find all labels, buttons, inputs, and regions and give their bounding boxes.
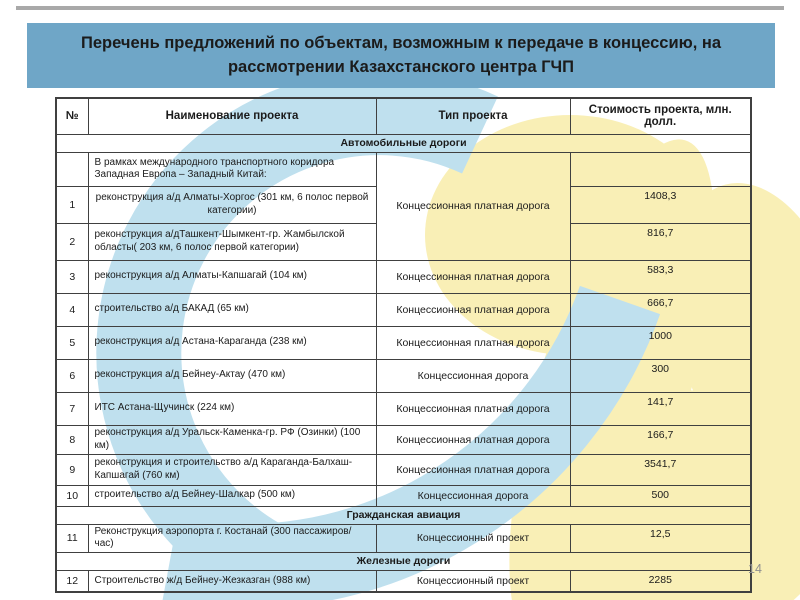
project-name: Строительство ж/д Бейнеу-Жезказган (988 км) (88, 570, 376, 592)
project-cost: 500 (570, 485, 751, 506)
project-type: Концессионная платная дорога (376, 392, 570, 425)
col-header-name: Наименование проекта (88, 98, 376, 134)
project-cost: 666,7 (570, 293, 751, 326)
row-number: 8 (56, 425, 88, 454)
row-number: 12 (56, 570, 88, 592)
project-name: реконструкция а/д Уральск-Каменка-гр. РФ (Озинки) (100 км) (88, 425, 376, 454)
project-name: реконструкция а/д Алматы-Хоргос (301 км, 6 полос первой категории) (88, 186, 376, 223)
project-type: Концессионный проект (376, 570, 570, 592)
project-cost: 816,7 (570, 223, 751, 260)
project-type: Концессионная дорога (376, 485, 570, 506)
table-row (56, 570, 751, 592)
table-row (56, 260, 751, 293)
section-row (56, 134, 751, 152)
table-row (56, 454, 751, 485)
table-row (56, 326, 751, 359)
project-cost: 166,7 (570, 425, 751, 454)
project-type: Концессионная платная дорога (376, 293, 570, 326)
row-number: 4 (56, 293, 88, 326)
project-type: Концессионный проект (376, 524, 570, 552)
project-cost (570, 152, 751, 186)
table-row (56, 359, 751, 392)
project-cost: 1408,3 (570, 186, 751, 223)
project-name: строительство а/д Бейнеу-Шалкар (500 км) (88, 485, 376, 506)
project-type: Концессионная дорога (376, 359, 570, 392)
col-header-cost: Стоимость проекта, млн. долл. (570, 98, 751, 134)
project-cost: 583,3 (570, 260, 751, 293)
project-cost: 1000 (570, 326, 751, 359)
section-row (56, 552, 751, 570)
project-cost: 300 (570, 359, 751, 392)
table-row (56, 485, 751, 506)
row-number: 3 (56, 260, 88, 293)
table-row (56, 152, 751, 186)
project-cost: 141,7 (570, 392, 751, 425)
page-number: 14 (748, 562, 762, 576)
project-cost: 12,5 (570, 524, 751, 552)
table-row (56, 392, 751, 425)
slide-title: Перечень предложений по объектам, возможным к передаче в концессию, на рассмотрении Казахстанского центра ГЧП (80, 33, 722, 76)
row-number (56, 152, 88, 186)
project-name: реконструкция а/д Бейнеу-Актау (470 км) (88, 359, 376, 392)
table-row (56, 425, 751, 454)
project-name: Реконструкция аэропорта г. Костанай (300 пассажиров/час) (88, 524, 376, 552)
section-label: Автомобильные дороги (56, 134, 751, 152)
table-row (56, 524, 751, 552)
project-type: Концессионная платная дорога (376, 152, 570, 260)
project-cost: 3541,7 (570, 454, 751, 485)
table-row (56, 293, 751, 326)
row-number: 2 (56, 223, 88, 260)
row-number: 9 (56, 454, 88, 485)
row-number: 5 (56, 326, 88, 359)
project-cost: 2285 (570, 570, 751, 592)
project-name: В рамках международного транспортного коридора Западная Европа – Западный Китай: (88, 152, 376, 186)
col-header-type: Тип проекта (376, 98, 570, 134)
project-type: Концессионная платная дорога (376, 425, 570, 454)
project-name: строительство а/д БАКАД (65 км) (88, 293, 376, 326)
row-number: 7 (56, 392, 88, 425)
section-label: Железные дороги (56, 552, 751, 570)
section-label: Гражданская авиация (56, 506, 751, 524)
project-name: реконструкция а/дТашкент-Шымкент-гр. Жамбылской областы( 203 км, 6 полос первой категории) (88, 223, 376, 260)
col-header-number: № (56, 98, 88, 134)
row-number: 1 (56, 186, 88, 223)
project-type: Концессионная платная дорога (376, 326, 570, 359)
header-row (56, 98, 751, 134)
project-name: реконструкция и строительство а/д Караганда-Балхаш-Капшагай (760 км) (88, 454, 376, 485)
project-type: Концессионная платная дорога (376, 454, 570, 485)
project-name: реконструкция а/д Алматы-Капшагай (104 км) (88, 260, 376, 293)
row-number: 11 (56, 524, 88, 552)
row-number: 6 (56, 359, 88, 392)
section-row (56, 506, 751, 524)
projects-table-body (56, 134, 751, 592)
project-type: Концессионная платная дорога (376, 260, 570, 293)
project-name: реконструкция а/д Астана-Караганда (238 км) (88, 326, 376, 359)
projects-table (55, 97, 752, 593)
project-name: ИТС Астана-Щучинск (224 км) (88, 392, 376, 425)
row-number: 10 (56, 485, 88, 506)
title-bar (27, 23, 775, 88)
